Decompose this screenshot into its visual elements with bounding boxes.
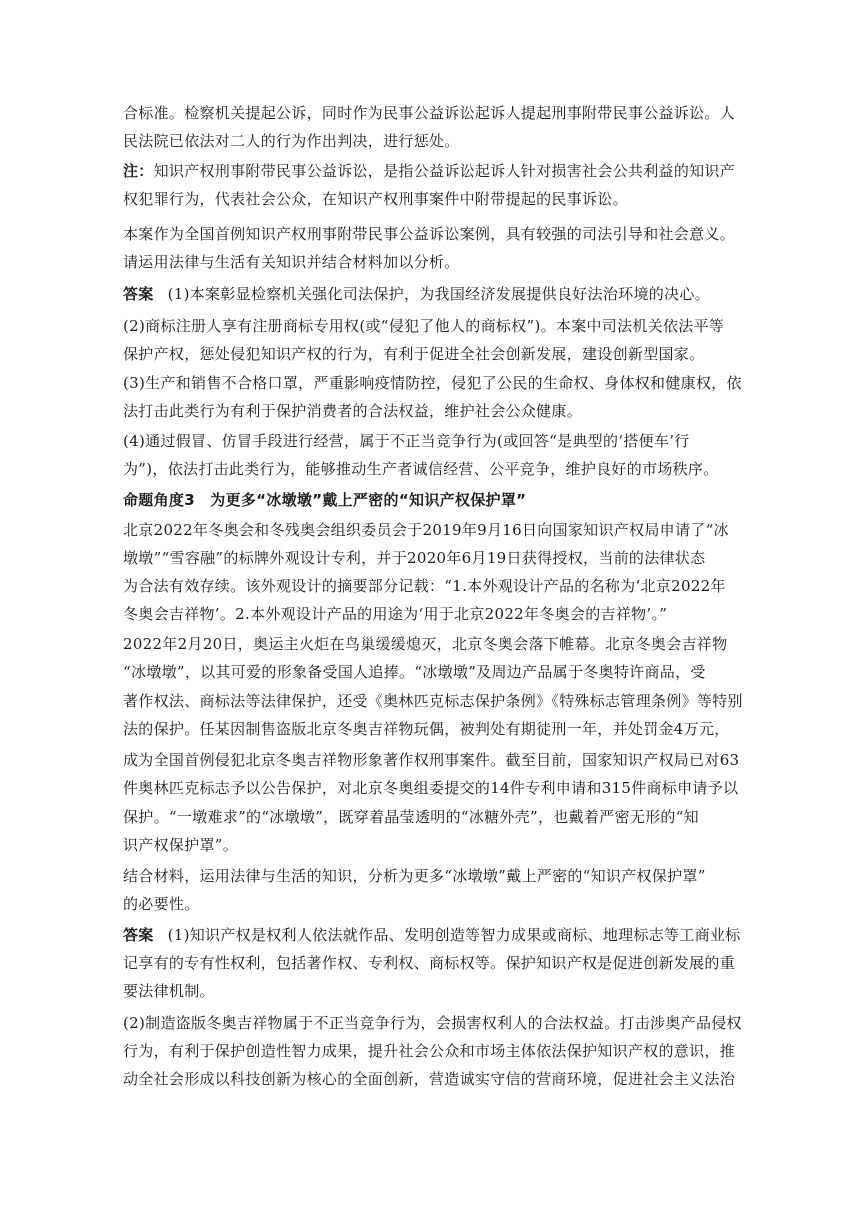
- text-line: 的必要性。: [123, 895, 200, 913]
- text-line: 墩墩”“雪容融”的标牌外观设计专利，并于2020年6月19日获得授权，当前的法律状态: [123, 549, 706, 567]
- answer-label: 答案: [123, 285, 154, 303]
- text-line: “冰墩墩”，以其可爱的形象备受国人追捧。“冰墩墩”及周边产品属于冬奥特许商品，受: [123, 663, 706, 681]
- text-line: 北京2022年冬奥会和冬残奥会组织委员会于2019年9月16日向国家知识产权局申请了“冰: [123, 521, 729, 539]
- text-line: 权犯罪行为，代表社会公众，在知识产权刑事案件中附带提起的民事诉讼。: [123, 190, 628, 208]
- text-line: 法打击此类行为有利于保护消费者的合法权益，维护社会公众健康。: [123, 402, 583, 420]
- text-line: 动全社会形成以科技创新为核心的全面创新，营造诚实守信的营商环境，促进社会主义法治: [123, 1070, 736, 1088]
- note-label: 注：: [123, 162, 154, 180]
- section-heading: 命题角度3 为更多“冰墩墩”戴上严密的“知识产权保护罩”: [123, 491, 527, 509]
- text-line: 民法院已依法对二人的行为作出判决，进行惩处。: [123, 132, 460, 150]
- text-line: 行为，有利于保护创造性智力成果，提升社会公众和市场主体依法保护知识产权的意识，推: [123, 1042, 736, 1060]
- text-line: 本案作为全国首例知识产权刑事附带民事公益诉讼案例，具有较强的司法引导和社会意义。: [123, 225, 736, 243]
- text-line: 合标准。检察机关提起公诉，同时作为民事公益诉讼起诉人提起刑事附带民事公益诉讼。人: [123, 104, 736, 122]
- text-line: 记享有的专有性权利，包括著作权、专利权、商标权等。保护知识产权是促进创新发展的重: [123, 954, 736, 972]
- text-line: 请运用法律与生活有关知识并结合材料加以分析。: [123, 253, 460, 271]
- text-line: 冬奥会吉祥物’。2.本外观设计产品的用途为‘用于北京2022年冬奥会的吉祥物’。”: [123, 605, 668, 623]
- text-line: (4)通过假冒、仿冒手段进行经营，属于不正当竞争行为(或回答“是典型的‘搭便车’行: [123, 432, 690, 450]
- text-line: 保护。“一墩难求”的“冰墩墩”，既穿着晶莹透明的“冰糖外壳”，也戴着严密无形的“知: [123, 808, 699, 826]
- text-line: 件奥林匹克标志予以公告保护，对北京冬奥组委提交的14件专利申请和315件商标申请予以: [123, 779, 739, 797]
- text-line: 法的保护。任某因制售盗版北京冬奥吉祥物玩偶，被判处有期徒刑一年，并处罚金4万元，: [123, 720, 730, 738]
- answer-line: 答案 (1)知识产权是权利人依法就作品、发明创造等智力成果或商标、地理标志等工商业标: [123, 926, 741, 944]
- answer-label: 答案: [123, 926, 154, 944]
- text-line: (3)生产和销售不合格口罩，严重影响疫情防控，侵犯了公民的生命权、身体权和健康权，依: [123, 374, 742, 392]
- text-line: (2)制造盗版冬奥吉祥物属于不正当竞争行为，会损害权利人的合法权益。打击涉奥产品侵权: [123, 1014, 742, 1032]
- text-line: 著作权法、商标法等法律保护，还受《奥林匹克标志保护条例》《特殊标志管理条例》等特别: [123, 692, 743, 710]
- text-line: 保护产权，惩处侵犯知识产权的行为，有利于促进全社会创新发展，建设创新型国家。: [123, 345, 705, 363]
- text-line: 成为全国首例侵犯北京冬奥吉祥物形象著作权刑事案件。截至目前，国家知识产权局已对63: [123, 751, 740, 769]
- answer-line: 答案 (1)本案彰显检察机关强化司法保护，为我国经济发展提供良好法治环境的决心。: [123, 285, 710, 303]
- text-line: 识产权保护罩”。: [123, 836, 239, 854]
- text-line: 结合材料，运用法律与生活的知识，分析为更多“冰墩墩”戴上严密的“知识产权保护罩”: [123, 867, 706, 885]
- text-line: 为”)，依法打击此类行为，能够推动生产者诚信经营、公平竞争，维护良好的市场秩序。: [123, 460, 719, 478]
- text-line: 2022年2月20日，奥运主火炬在鸟巢缓缓熄灭，北京冬奥会落下帷幕。北京冬奥会吉祥物: [123, 635, 728, 653]
- text-line: (2)商标注册人享有注册商标专用权(或“侵犯了他人的商标权”)。本案中司法机关依法平等: [123, 317, 725, 335]
- text-line: 要法律机制。: [123, 982, 215, 1000]
- note-line: 注：知识产权刑事附带民事公益诉讼，是指公益诉讼起诉人针对损害社会公共利益的知识产: [123, 162, 736, 180]
- text-line: 为合法有效存续。该外观设计的摘要部分记载：“1.本外观设计产品的名称为‘北京2022年: [123, 577, 726, 595]
